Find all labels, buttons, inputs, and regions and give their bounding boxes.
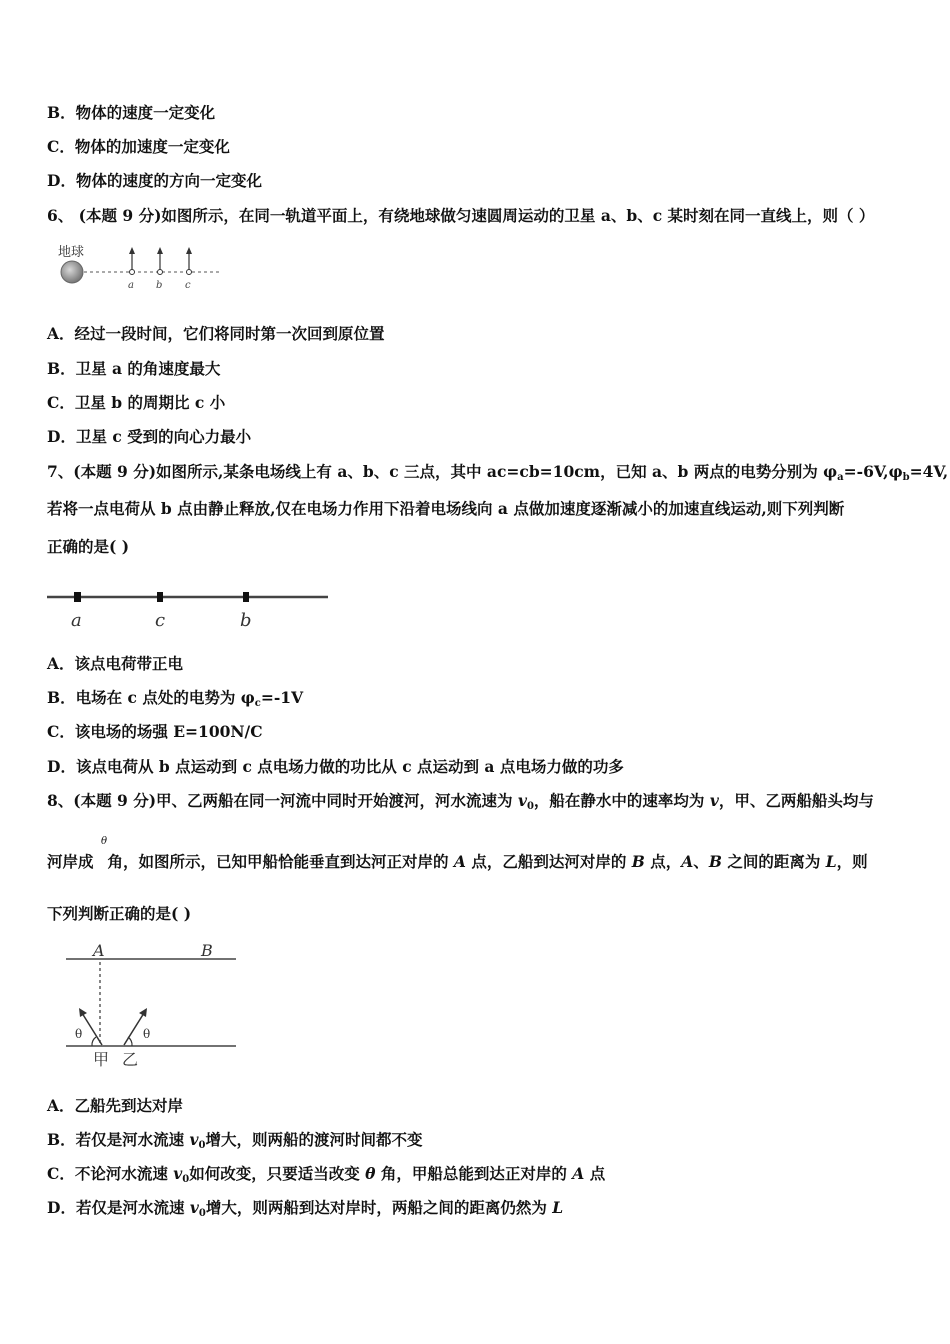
q8-option-c: C．不论河水流速 $v_0$如何改变，只要适当改变 θ 角，甲船总能到达正对岸的 A 点 — [47, 1164, 606, 1185]
q7-stem-line1: 7、(本题 9 分)如图所示,某条电场线上有 a、b、c 三点，其中 ac=cb=10cm，已知 a、b 两点的电势分别为 $\varphi_a=-6V,\varphi_b=4V$, — [47, 462, 949, 483]
q5-option-c: C．物体的加速度一定变化 — [47, 137, 230, 156]
yi-heading-arrow — [124, 1013, 144, 1045]
q6-option-a: A．经过一段时间，它们将同时第一次回到原位置 — [47, 324, 385, 343]
q6-option-c: C．卫星 b 的周期比 c 小 — [47, 393, 226, 412]
q6-stem: 6、 (本题 9 分)如图所示，在同一轨道平面上，有绕地球做匀速圆周运动的卫星 a、b、c 某时刻在同一直线上，则（ ） — [47, 206, 875, 225]
q8-yi-label: 乙 — [122, 1050, 139, 1069]
q8-point-a-label: A — [93, 941, 105, 960]
q5-option-d: D．物体的速度的方向一定变化 — [47, 171, 262, 190]
q8-theta-label-jia: θ — [75, 1027, 83, 1041]
q8-river-figure — [60, 935, 245, 1070]
q7-label-b: b — [240, 610, 252, 631]
q6-satellite-figure — [55, 240, 225, 295]
q6-option-b: B．卫星 a 的角速度最大 — [47, 359, 221, 378]
q8-theta-label-yi: θ — [143, 1027, 151, 1041]
q8-option-b: B．若仅是河水流速 $v_0$增大，则两船的渡河时间都不变 — [47, 1130, 423, 1151]
q6-earth-label: 地球 — [58, 245, 85, 260]
q7-option-a: A．该点电荷带正电 — [47, 654, 184, 673]
q6-label-a: a — [128, 280, 134, 291]
q7-stem-line3: 正确的是( ) — [47, 537, 130, 556]
q6-label-b: b — [156, 280, 163, 291]
earth-icon — [61, 261, 83, 283]
q7-label-c: c — [155, 610, 166, 631]
q5-option-b: B．物体的速度一定变化 — [47, 103, 216, 122]
q7-option-c: C．该电场的场强 E=100N/C — [47, 722, 263, 741]
q8-stem-line1: 8、(本题 9 分)甲、乙两船在同一河流中同时开始渡河，河水流速为 $v_0$，船在静水中的速率均为 v，甲、乙两船船头均与 — [47, 791, 874, 812]
q8-option-d: D．若仅是河水流速 $v_0$增大，则两船到达对岸时，两船之间的距离仍然为 L — [47, 1198, 564, 1219]
q7-option-b: B．电场在 c 点处的电势为 $\varphi_c=-1V$ — [47, 688, 304, 709]
q7-label-a: a — [71, 610, 82, 631]
q8-theta-mark: θ — [101, 836, 108, 847]
jia-heading-arrow — [82, 1013, 102, 1045]
q8-jia-label: 甲 — [93, 1050, 110, 1069]
satellite-c — [185, 247, 192, 291]
q6-label-c: c — [185, 280, 191, 291]
q8-point-b-label: B — [201, 941, 213, 960]
satellite-b — [156, 247, 163, 291]
q6-option-d: D．卫星 c 受到的向心力最小 — [47, 427, 252, 446]
q8-option-a: A．乙船先到达对岸 — [47, 1096, 184, 1115]
q7-field-line-figure — [45, 585, 335, 635]
satellite-a — [128, 247, 135, 291]
q7-stem-line2: 若将一点电荷从 b 点由静止释放,仅在电场力作用下沿着电场线向 a 点做加速度逐渐减小的加速直线运动,则下列判断 — [47, 499, 845, 518]
q8-stem-line3: 下列判断正确的是( ) — [47, 904, 192, 923]
q8-stem-line2: 河岸成 角，如图所示，已知甲船恰能垂直到达河正对岸的 A 点，乙船到达河对岸的 B 点，A、B 之间的距离为 L，则 — [47, 852, 868, 871]
q7-option-d: D．该点电荷从 b 点运动到 c 点电场力做的功比从 c 点运动到 a 点电场力做的功多 — [47, 757, 624, 776]
